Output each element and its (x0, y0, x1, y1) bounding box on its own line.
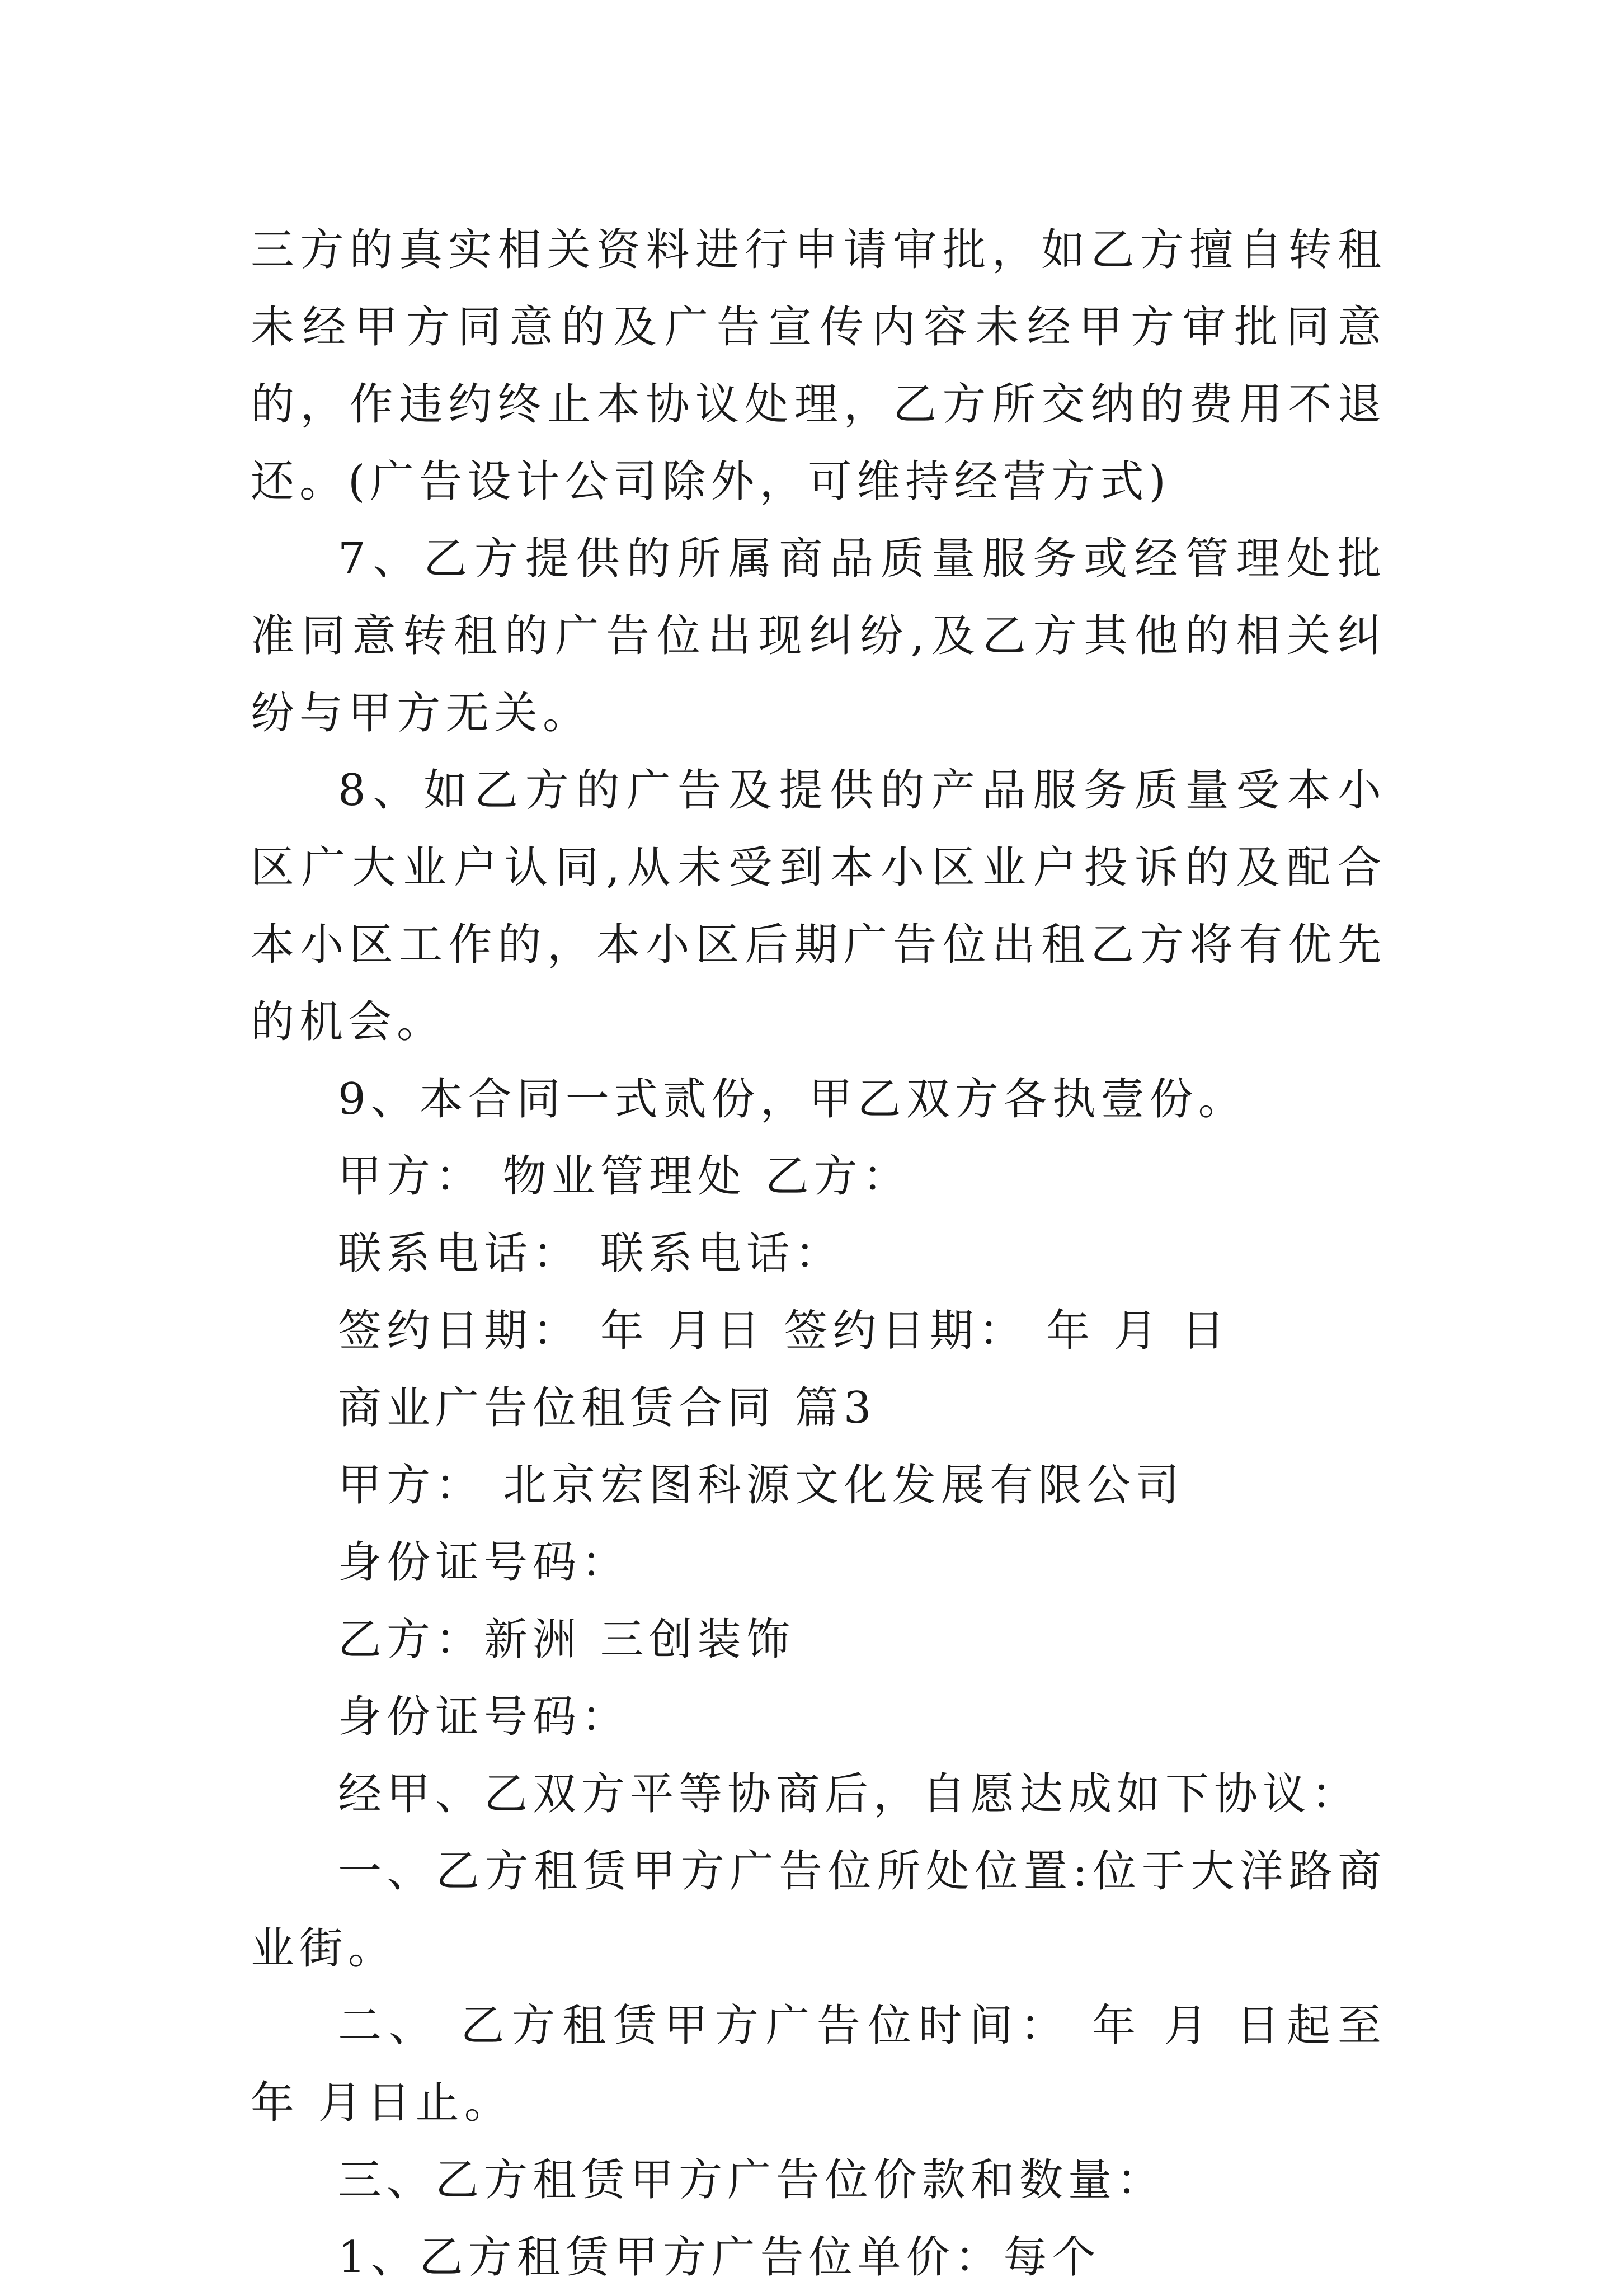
signature-date-line: 签约日期： 年 月日 签约日期： 年 月 日 (338, 1306, 1230, 1356)
clause-three-item-1-unit-price: 1、乙方租赁甲方广告位单价：每个 (338, 2232, 1101, 2283)
signature-party-line: 甲方： 物业管理处 乙方： (338, 1151, 911, 1202)
signature-phone-line: 联系电话： 联系电话： (338, 1229, 844, 1279)
party-b-id-number: 身份证号码： (338, 1692, 630, 1742)
section-heading-contract-3: 商业广告位租赁合同 篇3 (338, 1383, 877, 1433)
document-body (251, 211, 1405, 2296)
agreement-intro: 经甲、乙双方平等协商后，自愿达成如下协议： (338, 1769, 1361, 1819)
party-b-name: 乙方：新洲 三创装饰 (338, 1615, 795, 1665)
party-a-id-number: 身份证号码： (338, 1537, 630, 1588)
party-a-name: 甲方： 北京宏图科源文化发展有限公司 (338, 1460, 1184, 1511)
paragraph-clause-8: 8、如乙方的广告及提供的产品服务质量受本小区广大业户认同,从未受到本小区业户投诉的及配合本小区工作的，本小区后期广告位出租乙方将有优先的机会。 (251, 765, 1386, 1047)
paragraph-clause-6-continuation: 三方的真实相关资料进行申请审批，如乙方擅自转租未经甲方同意的及广告宣传内容未经甲方审批同意的，作违约终止本协议处理，乙方所交纳的费用不退还。(广告设计公司除外，可维持经营方式) (251, 225, 1386, 507)
clause-one-location: 一、乙方租赁甲方广告位所处位置:位于大洋路商业街。 (251, 1846, 1386, 1974)
paragraph-clause-7: 7、乙方提供的所属商品质量服务或经管理处批准同意转租的广告位出现纠纷,及乙方其他的相关纠纷与甲方无关。 (251, 534, 1386, 738)
clause-three-price-quantity: 三、乙方租赁甲方广告位价款和数量： (338, 2155, 1166, 2205)
paragraph-clause-9: 9、本合同一式贰份，甲乙双方各执壹份。 (338, 1074, 1247, 1125)
clause-two-period: 二、 乙方租赁甲方广告位时间： 年 月 日起至 年 月日止。 (251, 2001, 1405, 2128)
